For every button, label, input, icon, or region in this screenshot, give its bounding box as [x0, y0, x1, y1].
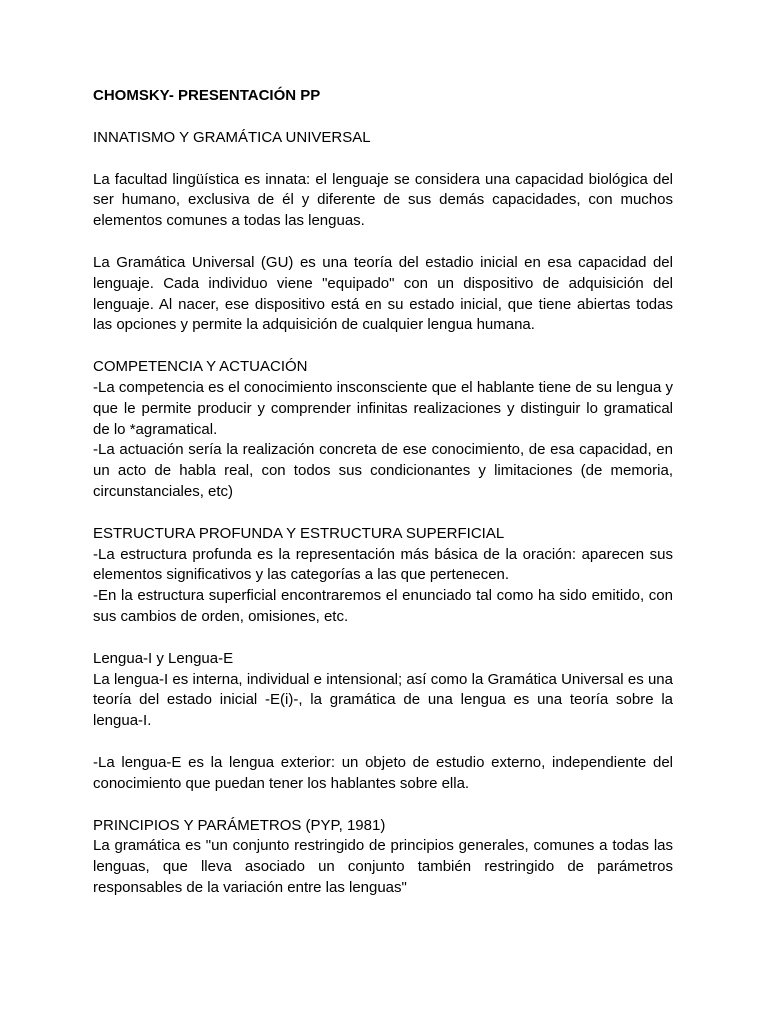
section-heading-innatismo: INNATISMO Y GRAMÁTICA UNIVERSAL — [93, 128, 371, 146]
section-estructura — [93, 524, 673, 628]
document-page — [93, 86, 673, 920]
section-heading-estructura: ESTRUCTURA PROFUNDA Y ESTRUCTURA SUPERFICIAL — [93, 524, 505, 542]
section-innatismo-heading-block — [93, 128, 673, 149]
paragraph: -En la estructura superficial encontraremos el enunciado tal como ha sido emitido, con sus cambios de orden, omisiones, etc. — [93, 587, 673, 625]
paragraph: La Gramática Universal (GU) es una teoría del estadio inicial en esa capacidad del lenguaje. Cada individuo viene "equipado" con un dispositivo de adquisición del lenguaje. Al nacer, ese dispositivo está en su estado inicial, que tiene abiertas todas las opciones y permite la adquisición de cualquier lengua humana. — [93, 253, 673, 334]
section-principios — [93, 816, 673, 899]
section-heading-principios: PRINCIPIOS Y PARÁMETROS (PYP, 1981) — [93, 816, 386, 834]
section-innatismo-paragraph-1 — [93, 170, 673, 232]
paragraph: -La actuación sería la realización concreta de ese conocimiento, de esa capacidad, en un acto de habla real, con todos sus condicionantes y limitaciones (de memoria, circunstanciales, etc) — [93, 441, 673, 500]
paragraph: -La lengua-E es la lengua exterior: un objeto de estudio externo, independiente del conocimiento que puedan tener los hablantes sobre ella. — [93, 753, 673, 792]
paragraph: La lengua-I es interna, individual e intensional; así como la Gramática Universal es una teoría del estado inicial -E(i)-, la gramática de una lengua es una teoría sobre la lengua-I. — [93, 670, 673, 730]
paragraph: La gramática es "un conjunto restringido de principios generales, comunes a todas las lenguas, que lleva asociado un conjunto también restringido de parámetros responsables de la variación entre las lenguas" — [93, 837, 673, 896]
paragraph: La facultad lingüística es innata: el lenguaje se considera una capacidad biológica del ser humano, exclusiva de él y diferente de sus demás capacidades, con muchos elementos comunes a todas las lenguas. — [93, 170, 673, 230]
section-lengua-paragraph-2 — [93, 753, 673, 795]
paragraph: -La competencia es el conocimiento insconsciente que el hablante tiene de su lengua y que le permite producir y comprender infinitas realizaciones y distinguir lo gramatical de lo *agramatical. — [93, 378, 673, 438]
section-innatismo-paragraph-2 — [93, 253, 673, 336]
section-heading-competencia: COMPETENCIA Y ACTUACIÓN — [93, 358, 308, 376]
section-competencia — [93, 357, 673, 503]
paragraph: -La estructura profunda es la representación más básica de la oración: aparecen sus elementos significativos y las categorías a las que pertenecen. — [93, 545, 673, 584]
document-title: CHOMSKY- PRESENTACIÓN PP — [93, 87, 321, 104]
section-lengua — [93, 649, 673, 732]
section-heading-lengua: Lengua-I y Lengua-E — [93, 649, 234, 667]
